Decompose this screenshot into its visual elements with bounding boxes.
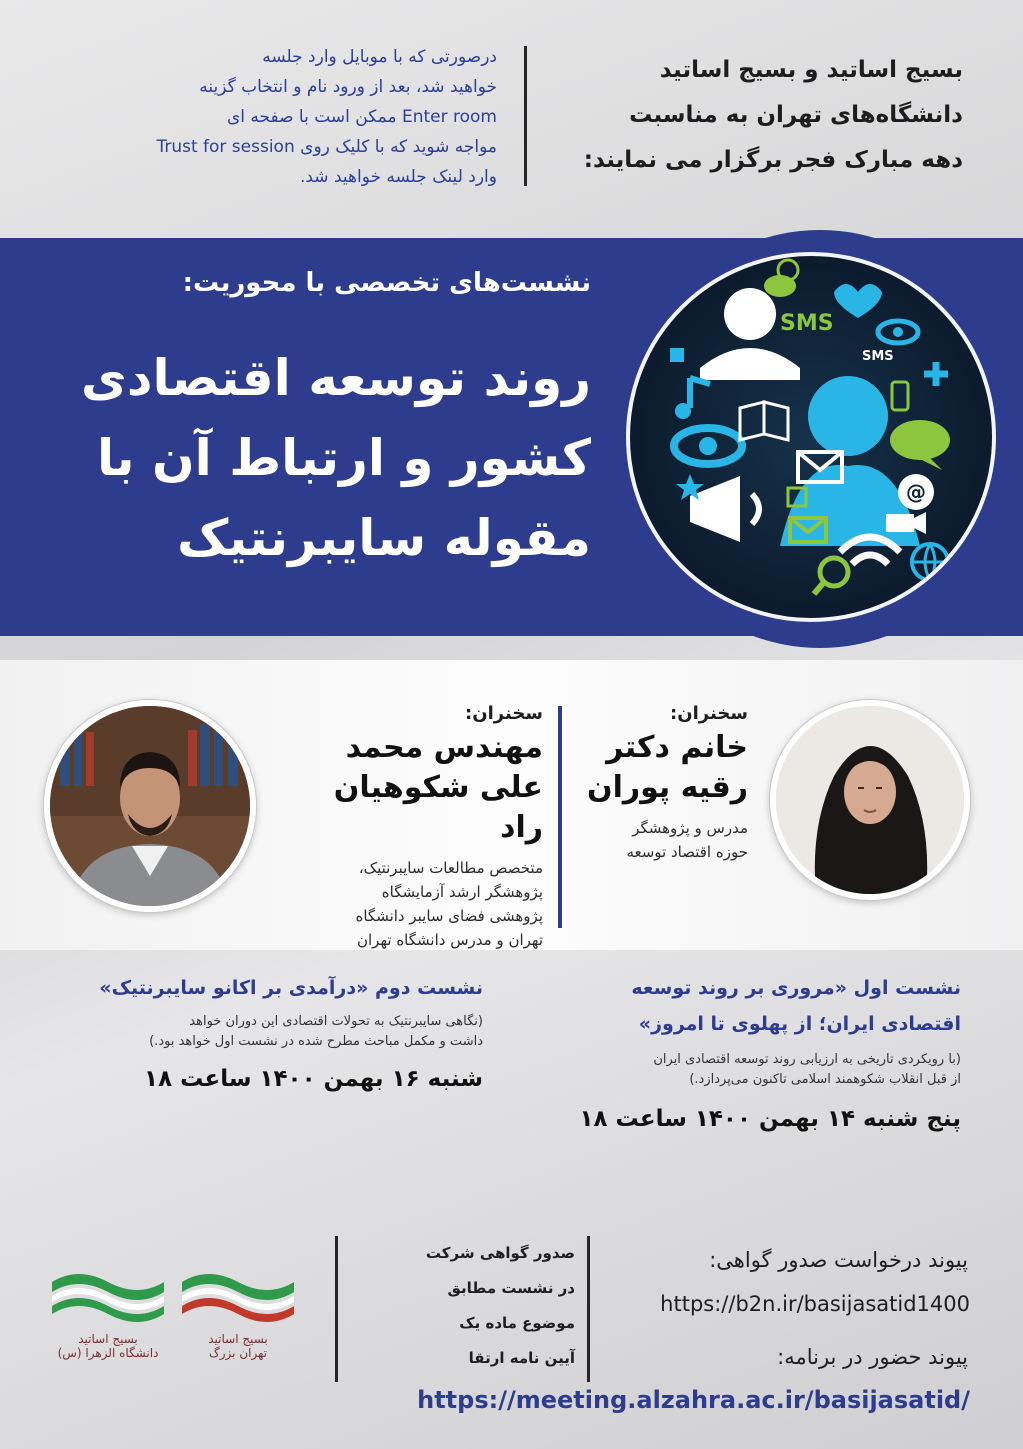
speaker-name-line: مهندس محمد bbox=[345, 730, 543, 765]
speaker-name-line: رقیه پوران bbox=[586, 770, 748, 805]
organizer-line: دانشگاه‌های تهران به مناسبت bbox=[629, 102, 963, 128]
speaker-label: سخنران: bbox=[670, 703, 748, 724]
session-date: پنج شنبه ۱۴ بهمن ۱۴۰۰ ساعت ۱۸ bbox=[579, 1106, 961, 1132]
speaker-2-info bbox=[283, 703, 543, 952]
title-line: مقوله سایبرنتیک bbox=[177, 509, 591, 567]
book-icon bbox=[740, 402, 788, 440]
certificate-link-label: پیوند درخواست صدور گواهی: bbox=[709, 1248, 968, 1272]
speaker-photo bbox=[770, 700, 970, 900]
heart-icon bbox=[834, 284, 882, 318]
plus-icon bbox=[924, 362, 948, 386]
flag-ribbon-icon bbox=[178, 1268, 298, 1328]
eye-icon bbox=[674, 428, 742, 464]
speaker-description-line: مدرس و پژوهشگر bbox=[632, 819, 748, 837]
note-line: درصورتی که با موبایل وارد جلسه bbox=[262, 47, 497, 67]
mobile-access-note bbox=[52, 42, 497, 192]
certificate-link[interactable]: https://b2n.ir/basijasatid1400 bbox=[660, 1292, 970, 1316]
chat-bubble-icon bbox=[890, 420, 950, 470]
basij-alzahra-logo bbox=[48, 1268, 168, 1398]
man-portrait-image bbox=[50, 706, 250, 906]
certificate-note-line: آیین نامه ارتقا bbox=[468, 1349, 575, 1367]
note-line: وارد لینک جلسه خواهید شد. bbox=[299, 167, 497, 187]
basij-tehran-logo bbox=[178, 1268, 298, 1398]
speaker-description-line: حوزه اقتصاد توسعه bbox=[626, 843, 748, 861]
note-line: خواهید شد، بعد از ورود نام و انتخاب گزینه bbox=[199, 77, 497, 97]
certificate-note-line: صدور گواهی شرکت bbox=[425, 1244, 575, 1262]
woman-portrait-image bbox=[776, 706, 964, 894]
note-line: مواجه شوید که با کلیک روی Trust for session bbox=[156, 137, 497, 157]
logo-caption: بسیج اساتید bbox=[78, 1332, 138, 1346]
flag-ribbon-icon bbox=[48, 1268, 168, 1328]
organizer-line: دهه مبارک فجر برگزار می نمایند: bbox=[583, 147, 963, 173]
certificate-note-line: در نشست مطابق bbox=[447, 1279, 575, 1297]
thumbs-down-icon bbox=[670, 348, 684, 362]
session-description-line: از قبل انقلاب شکوهمند اسلامی تاکنون می‌پردازد.) bbox=[689, 1072, 961, 1087]
logo-caption: بسیج اساتید bbox=[208, 1332, 268, 1346]
logo-caption: دانشگاه الزهرا (س) bbox=[57, 1346, 159, 1360]
speaker-description-line: پژوهشی فضای سایبر دانشگاه bbox=[355, 907, 543, 925]
event-title bbox=[11, 338, 591, 578]
session-description-line: داشت و مکمل مباحث مطرح شده در نشست اول خواهد بود.) bbox=[149, 1034, 483, 1049]
at-sign-text: @ bbox=[906, 480, 926, 504]
speakers-divider bbox=[558, 706, 562, 928]
session-title-line: نشست دوم «درآمدی بر اکانو سایبرنتیک» bbox=[99, 977, 483, 999]
speaker-1-info bbox=[548, 703, 748, 864]
note-line: Enter room ممکن است با صفحه ای bbox=[226, 107, 497, 127]
meeting-link[interactable]: https://meeting.alzahra.ac.ir/basijasatid/ bbox=[417, 1386, 970, 1414]
social-icons-collage bbox=[630, 256, 992, 618]
session-title-line: نشست اول «مروری بر روند توسعه bbox=[631, 977, 961, 999]
eye-icon bbox=[878, 321, 918, 343]
session-description-line: (با رویکردی تاریخی به ارزیابی روند توسعه اقتصادی ایران bbox=[653, 1052, 961, 1067]
header-divider bbox=[524, 46, 527, 186]
attendance-link-label: پیوند حضور در برنامه: bbox=[777, 1345, 968, 1369]
session-description-line: (نگاهی سایبرنتیک به تحولات اقتصادی این دوران خواهد bbox=[189, 1014, 483, 1029]
mobile-phone-icon bbox=[892, 382, 908, 410]
logos-divider bbox=[335, 1236, 338, 1382]
video-camera-icon bbox=[886, 512, 926, 534]
speaker-label: سخنران: bbox=[465, 703, 543, 724]
session-2 bbox=[43, 970, 483, 1092]
sms-label: SMS bbox=[780, 311, 834, 336]
speaker-description-line: تهران و مدرس دانشگاه تهران bbox=[357, 931, 543, 949]
session-date: شنبه ۱۶ بهمن ۱۴۰۰ ساعت ۱۸ bbox=[144, 1066, 483, 1092]
speaker-description-line: متخصص مطالعات سایبرنتیک، bbox=[358, 859, 543, 877]
logo-caption: تهران بزرگ bbox=[209, 1346, 267, 1360]
sms-label: SMS bbox=[862, 349, 894, 364]
session-title-line: اقتصادی ایران؛ از پهلوی تا امروز» bbox=[638, 1013, 961, 1035]
speaker-photo bbox=[44, 700, 256, 912]
title-line: کشور و ارتباط آن با bbox=[97, 429, 591, 487]
certificate-note-line: موضوع ماده یک bbox=[459, 1314, 575, 1332]
certificate-note bbox=[365, 1236, 575, 1376]
title-line: روند توسعه اقتصادی bbox=[81, 349, 591, 407]
footer-divider bbox=[587, 1236, 590, 1382]
search-icon bbox=[814, 558, 848, 594]
organizer-announcement bbox=[533, 48, 963, 183]
banner-subtitle: نشست‌های تخصصی با محوریت: bbox=[182, 268, 591, 298]
social-media-graphic bbox=[626, 252, 996, 622]
music-note-icon bbox=[675, 378, 710, 419]
organizer-line: بسیج اساتید و بسیج اساتید bbox=[659, 57, 963, 83]
speaker-name-line: خانم دکتر bbox=[606, 730, 748, 765]
at-sign-icon bbox=[898, 474, 934, 510]
session-1 bbox=[541, 970, 961, 1132]
speaker-name-line: علی شکوهیان راد bbox=[333, 770, 543, 845]
speaker-description-line: پژوهشگر ارشد آزمایشگاه bbox=[381, 883, 543, 901]
